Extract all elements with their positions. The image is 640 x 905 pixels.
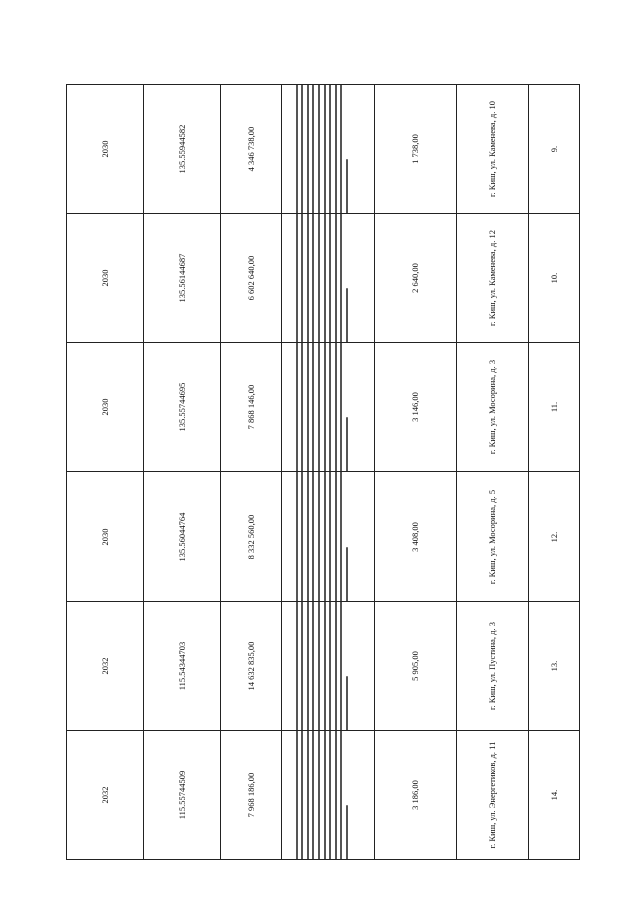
- row-number-text: 10.: [548, 272, 559, 284]
- description-line: [312, 601, 314, 730]
- address-text: г. Киш, ул. Пустина, д. 3: [487, 621, 498, 710]
- description-line: [296, 472, 298, 601]
- cost-text: 6 602 640,00: [246, 255, 257, 301]
- description-line: [335, 343, 337, 472]
- row-number-cell: [528, 601, 579, 730]
- description-line: [340, 472, 342, 601]
- address-cell: [456, 472, 528, 601]
- code-text: 135.55944582: [176, 124, 187, 174]
- address-cell: [456, 214, 528, 343]
- address-text: г. Киш, ул. Каменева, д. 12: [487, 230, 498, 327]
- description-cell: [282, 730, 374, 859]
- description-line: [340, 214, 342, 343]
- year-text: 2030: [99, 140, 110, 158]
- description-line: [301, 730, 303, 859]
- code-text: 115.54344703: [176, 641, 187, 690]
- year-cell: [67, 343, 144, 472]
- area-text: 1 738,00: [410, 134, 421, 164]
- address-text: г. Киш, ул. Каменева, д. 10: [487, 101, 498, 198]
- table-row: [67, 214, 580, 343]
- description-line: [346, 676, 348, 730]
- description-line: [318, 730, 320, 859]
- year-text: 2030: [99, 528, 110, 546]
- description-line: [329, 730, 331, 859]
- description-text-lines: [292, 472, 364, 601]
- description-line: [346, 418, 348, 472]
- description-line: [296, 730, 298, 859]
- year-text: 2032: [99, 786, 110, 804]
- area-cell: [374, 601, 456, 730]
- row-number-cell: [528, 214, 579, 343]
- description-line: [296, 214, 298, 343]
- area-text: 3 408,00: [410, 521, 421, 552]
- address-text: г. Киш, ул. Энергетиков, д. 11: [487, 741, 498, 849]
- description-line: [335, 85, 337, 214]
- description-line: [324, 730, 326, 859]
- row-number-cell: [528, 85, 579, 214]
- area-cell: [374, 730, 456, 859]
- description-text-lines: [292, 343, 364, 472]
- code-text: 135.56144687: [176, 253, 187, 303]
- year-text: 2030: [99, 269, 110, 287]
- cost-text: 14 632 835,00: [246, 641, 257, 691]
- row-number-text: 9.: [548, 145, 559, 153]
- description-cell: [282, 343, 374, 472]
- description-line: [329, 214, 331, 343]
- description-line: [318, 85, 320, 214]
- description-line: [312, 85, 314, 214]
- code-cell: [143, 85, 220, 214]
- code-cell: [143, 472, 220, 601]
- year-text: 2030: [99, 398, 110, 416]
- description-line: [340, 343, 342, 472]
- row-number-text: 13.: [548, 660, 559, 672]
- area-text: 5 905,00: [410, 650, 421, 681]
- row-number-cell: [528, 343, 579, 472]
- code-cell: [143, 214, 220, 343]
- code-cell: [143, 343, 220, 472]
- description-line: [346, 805, 348, 860]
- description-line: [346, 547, 348, 601]
- area-cell: [374, 85, 456, 214]
- description-text-lines: [292, 730, 364, 859]
- year-cell: [67, 730, 144, 859]
- area-cell: [374, 343, 456, 472]
- cost-text: 8 332 560,00: [246, 514, 257, 559]
- code-text: 135.56044764: [176, 512, 187, 561]
- cost-cell: [220, 730, 282, 859]
- cost-text: 7 868 146,00: [246, 385, 257, 430]
- description-line: [307, 214, 309, 343]
- description-line: [340, 730, 342, 859]
- cost-text: 4 346 738,00: [246, 126, 257, 172]
- description-line: [312, 472, 314, 601]
- description-line: [318, 214, 320, 343]
- code-cell: [143, 730, 220, 859]
- description-line: [301, 472, 303, 601]
- description-line: [301, 601, 303, 730]
- table-row: [67, 601, 580, 730]
- description-line: [301, 343, 303, 472]
- description-line: [335, 472, 337, 601]
- row-number-cell: [528, 730, 579, 859]
- cost-cell: [220, 343, 282, 472]
- description-line: [335, 601, 337, 730]
- description-line: [307, 730, 309, 859]
- description-line: [324, 85, 326, 214]
- description-line: [307, 343, 309, 472]
- address-cell: [456, 343, 528, 472]
- description-line: [296, 85, 298, 214]
- address-text: г. Киш, ул. Мосорина, д. 5: [487, 489, 498, 584]
- table-row: [67, 85, 580, 214]
- address-text: г. Киш, ул. Мосорина, д. 3: [487, 360, 498, 455]
- row-number-text: 12.: [548, 531, 559, 542]
- description-line: [329, 472, 331, 601]
- description-line: [307, 472, 309, 601]
- description-line: [312, 730, 314, 859]
- description-line: [324, 214, 326, 343]
- area-cell: [374, 472, 456, 601]
- description-line: [324, 601, 326, 730]
- description-line: [329, 343, 331, 472]
- cost-cell: [220, 472, 282, 601]
- description-line: [335, 214, 337, 343]
- table-row: [67, 343, 580, 472]
- description-line: [340, 601, 342, 730]
- table-row: [67, 472, 580, 601]
- description-line: [301, 85, 303, 214]
- description-cell: [282, 472, 374, 601]
- description-line: [329, 85, 331, 214]
- description-line: [296, 343, 298, 472]
- address-cell: [456, 601, 528, 730]
- code-cell: [143, 601, 220, 730]
- description-line: [329, 601, 331, 730]
- area-cell: [374, 214, 456, 343]
- description-line: [312, 214, 314, 343]
- description-line: [307, 601, 309, 730]
- description-line: [307, 85, 309, 214]
- code-text: 135.55744695: [176, 382, 187, 432]
- description-cell: [282, 601, 374, 730]
- address-cell: [456, 85, 528, 214]
- works-table: [66, 84, 580, 860]
- year-cell: [67, 214, 144, 343]
- year-cell: [67, 601, 144, 730]
- table-row: [67, 730, 580, 859]
- code-text: 115.55744509: [176, 770, 187, 820]
- description-line: [318, 343, 320, 472]
- year-text: 2032: [99, 657, 110, 675]
- cost-cell: [220, 214, 282, 343]
- area-text: 2 640,00: [410, 263, 421, 294]
- cost-cell: [220, 85, 282, 214]
- year-cell: [67, 85, 144, 214]
- description-cell: [282, 214, 374, 343]
- address-cell: [456, 730, 528, 859]
- description-line: [324, 472, 326, 601]
- area-text: 3 186,00: [410, 780, 421, 810]
- description-line: [301, 214, 303, 343]
- description-line: [318, 601, 320, 730]
- area-text: 3 146,00: [410, 392, 421, 423]
- row-number-text: 11.: [548, 402, 559, 413]
- description-text-lines: [292, 85, 364, 214]
- description-line: [324, 343, 326, 472]
- description-text-lines: [292, 601, 364, 730]
- description-line: [346, 159, 348, 213]
- description-line: [312, 343, 314, 472]
- cost-text: 7 968 186,00: [246, 772, 257, 818]
- row-number-text: 14.: [548, 789, 559, 801]
- description-line: [335, 730, 337, 859]
- description-line: [296, 601, 298, 730]
- cost-cell: [220, 601, 282, 730]
- row-number-cell: [528, 472, 579, 601]
- description-line: [346, 288, 348, 342]
- description-text-lines: [292, 214, 364, 343]
- year-cell: [67, 472, 144, 601]
- description-line: [340, 85, 342, 214]
- description-line: [318, 472, 320, 601]
- description-cell: [282, 85, 374, 214]
